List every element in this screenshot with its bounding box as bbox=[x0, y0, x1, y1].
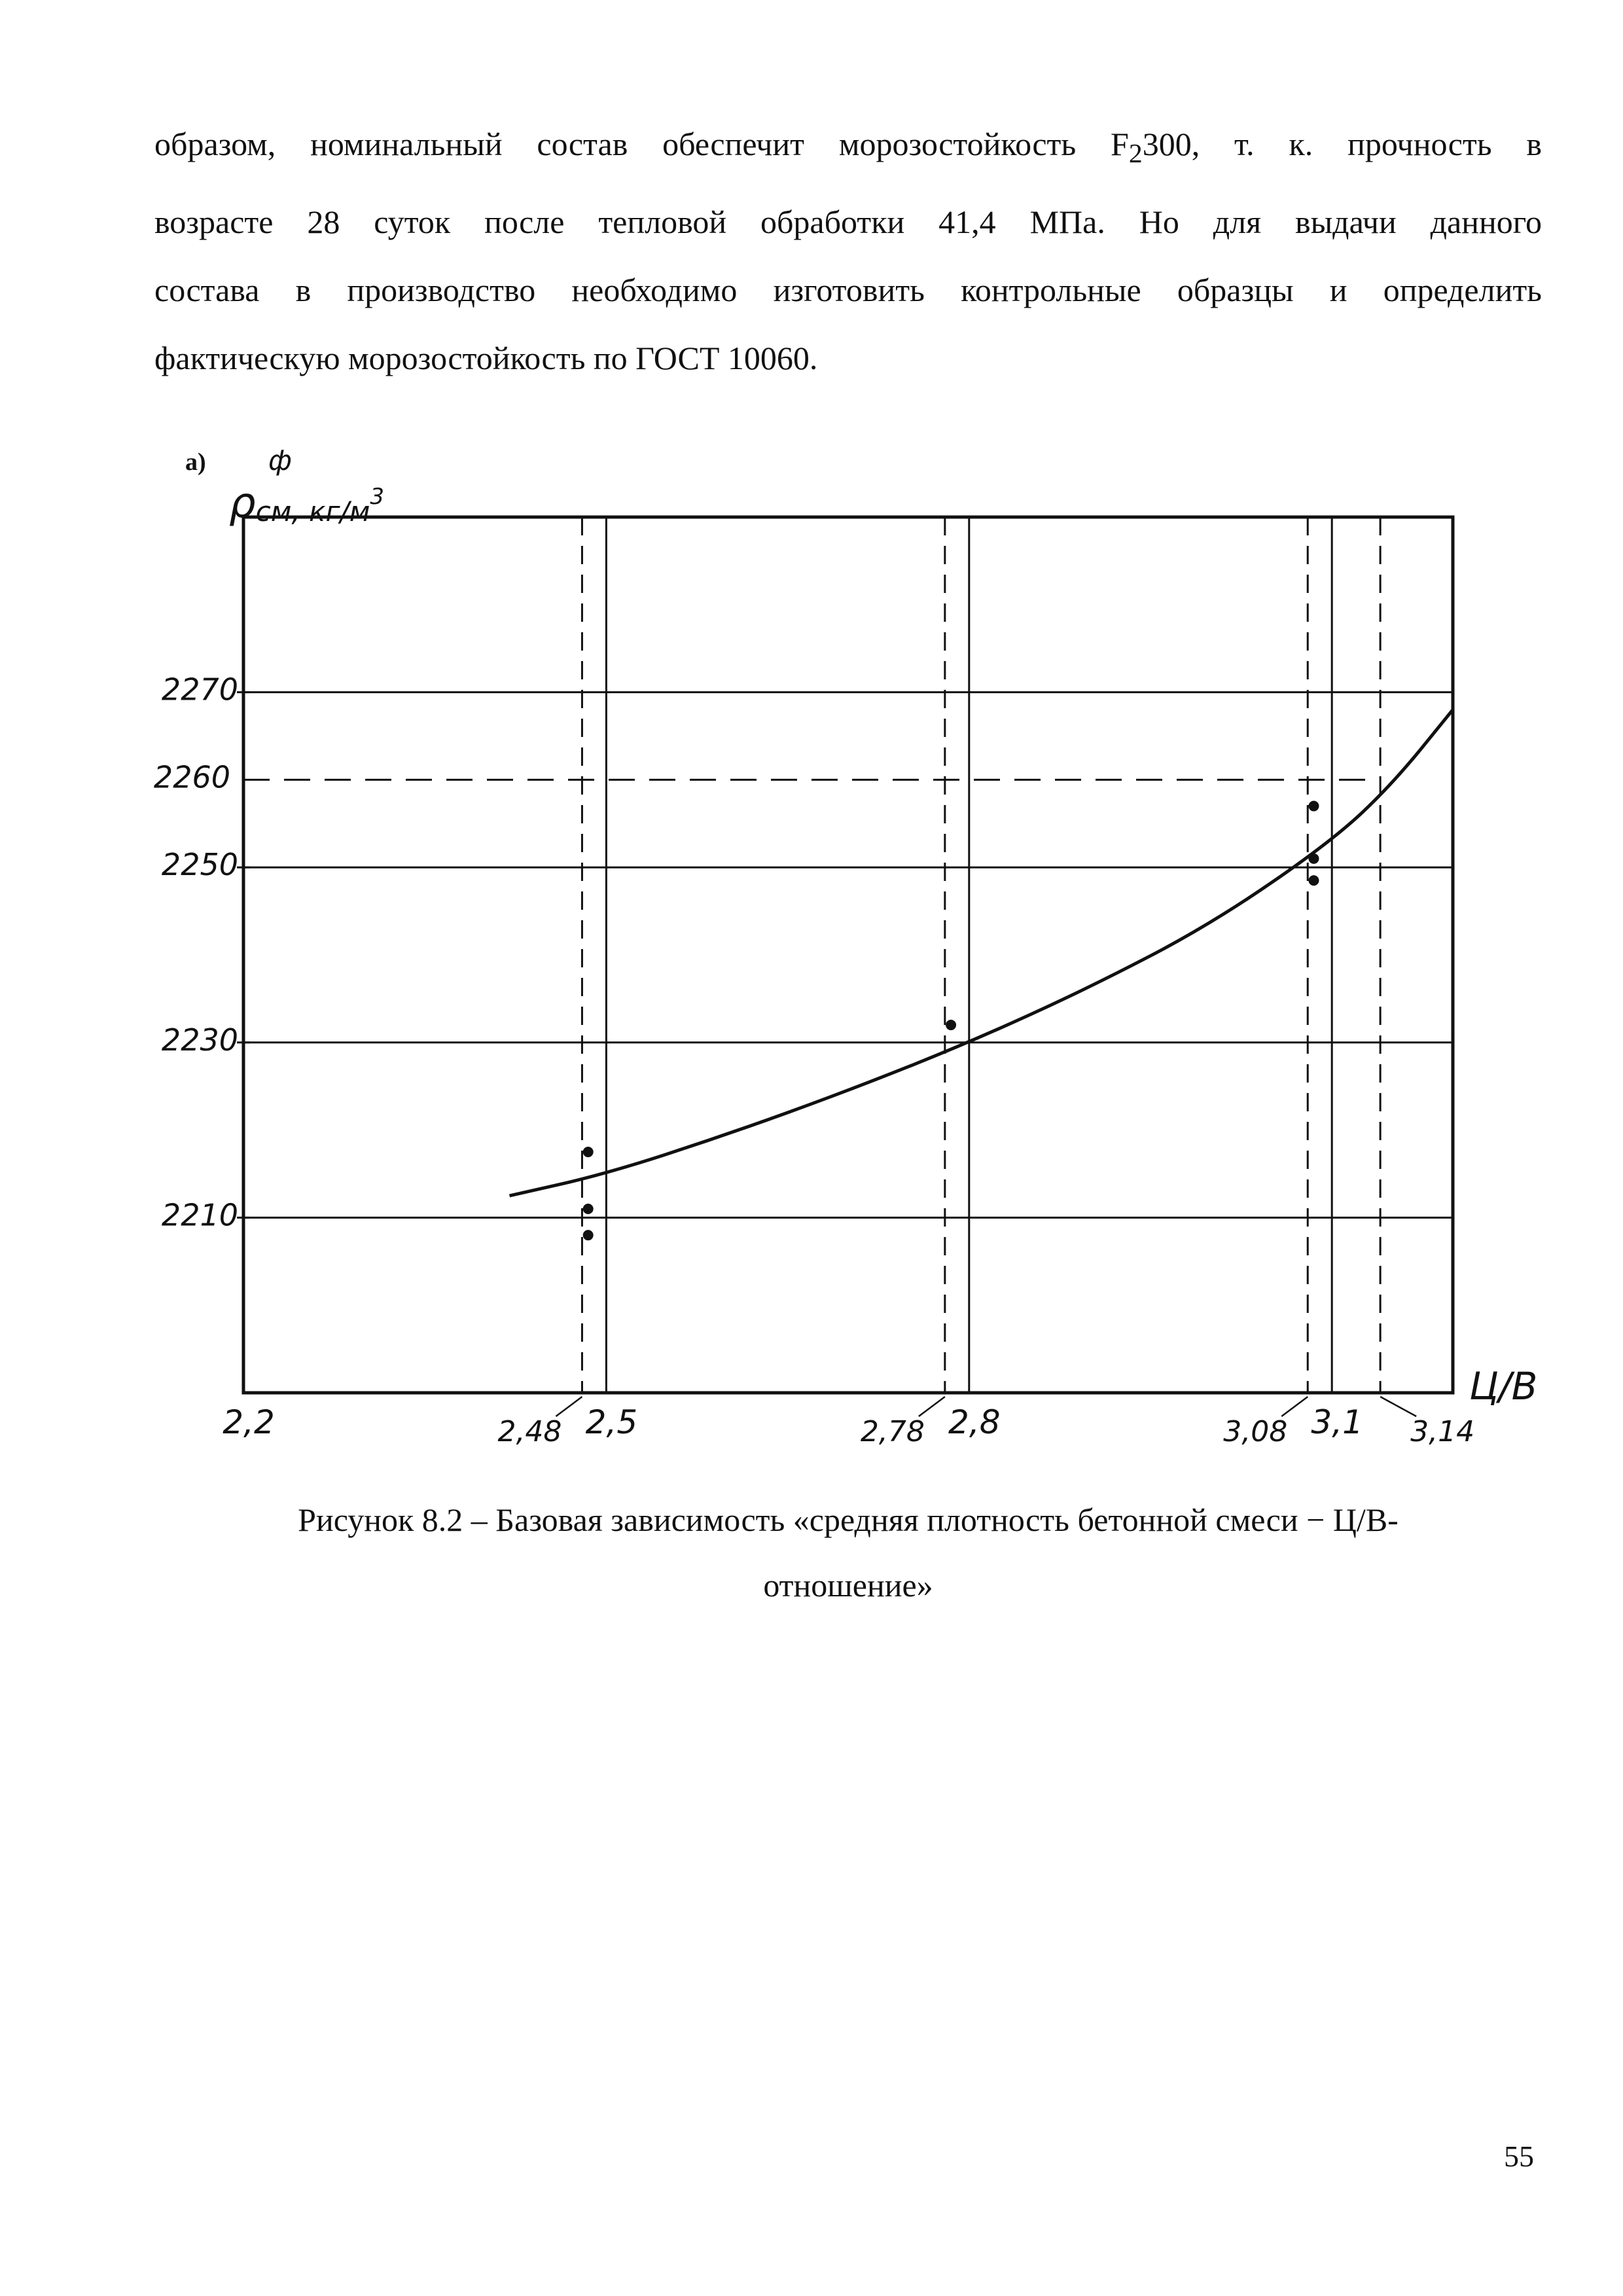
x-tick-label-2,5: 2,5 bbox=[585, 1403, 638, 1441]
plot-frame bbox=[243, 517, 1453, 1393]
dashed-x-label-3,08: 3,08 bbox=[1223, 1415, 1288, 1448]
y-tick-label-2270: 2270 bbox=[161, 672, 238, 708]
dashed-x-label-2,78: 2,78 bbox=[860, 1415, 925, 1448]
data-point-1 bbox=[583, 1147, 594, 1157]
paragraph-line-1: образом, номинальный состав обеспечит морозостойкость $F_2300$, т. к. прочность в bbox=[154, 126, 1543, 169]
dashed-x-label-3,14: 3,14 bbox=[1410, 1415, 1475, 1448]
paragraph-line-4: фактическую морозостойкость по ГОСТ 10060. bbox=[154, 340, 818, 376]
panel-label: а) bbox=[185, 448, 206, 476]
y-dashed-label-2260: 2260 bbox=[153, 759, 230, 795]
paragraph-line-2: возрасте 28 суток после тепловой обработки 41,4 МПа. Но для выдачи данного bbox=[154, 204, 1542, 240]
leader-line-2,48 bbox=[556, 1397, 582, 1416]
x-tick-labels bbox=[223, 1403, 1363, 1441]
y-tick-label-2230: 2230 bbox=[161, 1022, 238, 1058]
leader-line-2,78 bbox=[919, 1397, 945, 1416]
x-tick-label-3,1: 3,1 bbox=[1311, 1403, 1363, 1441]
data-point-6 bbox=[1308, 853, 1319, 864]
x-tick-label-2,8: 2,8 bbox=[948, 1403, 1001, 1441]
y-axis-label bbox=[229, 479, 384, 528]
caption-line-2: отношение» bbox=[763, 1567, 933, 1604]
x-tick-label-2,2: 2,2 bbox=[223, 1403, 275, 1441]
frost-grade-subscript: 2 bbox=[1128, 139, 1143, 169]
grid-lines bbox=[243, 517, 1453, 1393]
y-axis-label-symbol: ρ bbox=[229, 479, 256, 528]
data-point-7 bbox=[1308, 875, 1319, 886]
data-point-3 bbox=[583, 1230, 594, 1240]
density-curve bbox=[510, 709, 1453, 1196]
y-tick-labels bbox=[154, 672, 250, 1233]
figure-caption bbox=[154, 1487, 1542, 1618]
y-tick-label-2210: 2210 bbox=[161, 1197, 238, 1233]
plot-border bbox=[243, 517, 1453, 1393]
y-axis-label-subscript: см, кг/м bbox=[255, 495, 370, 528]
y-tick-label-2250: 2250 bbox=[161, 847, 238, 883]
reference-dashed-lines bbox=[243, 517, 1380, 1393]
y-axis-label-superscript: ф bbox=[268, 444, 292, 476]
paragraph-line-3: состава в производство необходимо изготовить контрольные образцы и определить bbox=[154, 272, 1542, 308]
x-axis-label: Ц/В bbox=[1469, 1364, 1538, 1408]
page-number: 55 bbox=[1504, 2140, 1534, 2173]
dashed-x-label-2,48: 2,48 bbox=[497, 1415, 562, 1448]
leader-line-3,14 bbox=[1380, 1397, 1416, 1416]
y-axis-label-unit-exp: 3 bbox=[370, 484, 385, 510]
data-point-4 bbox=[946, 1020, 956, 1030]
data-point-5 bbox=[1308, 801, 1319, 812]
data-point-2 bbox=[583, 1204, 594, 1214]
leader-line-3,08 bbox=[1281, 1397, 1308, 1416]
caption-line-1: Рисунок 8.2 – Базовая зависимость «средняя плотность бетонной смеси − Ц/В- bbox=[298, 1501, 1399, 1538]
